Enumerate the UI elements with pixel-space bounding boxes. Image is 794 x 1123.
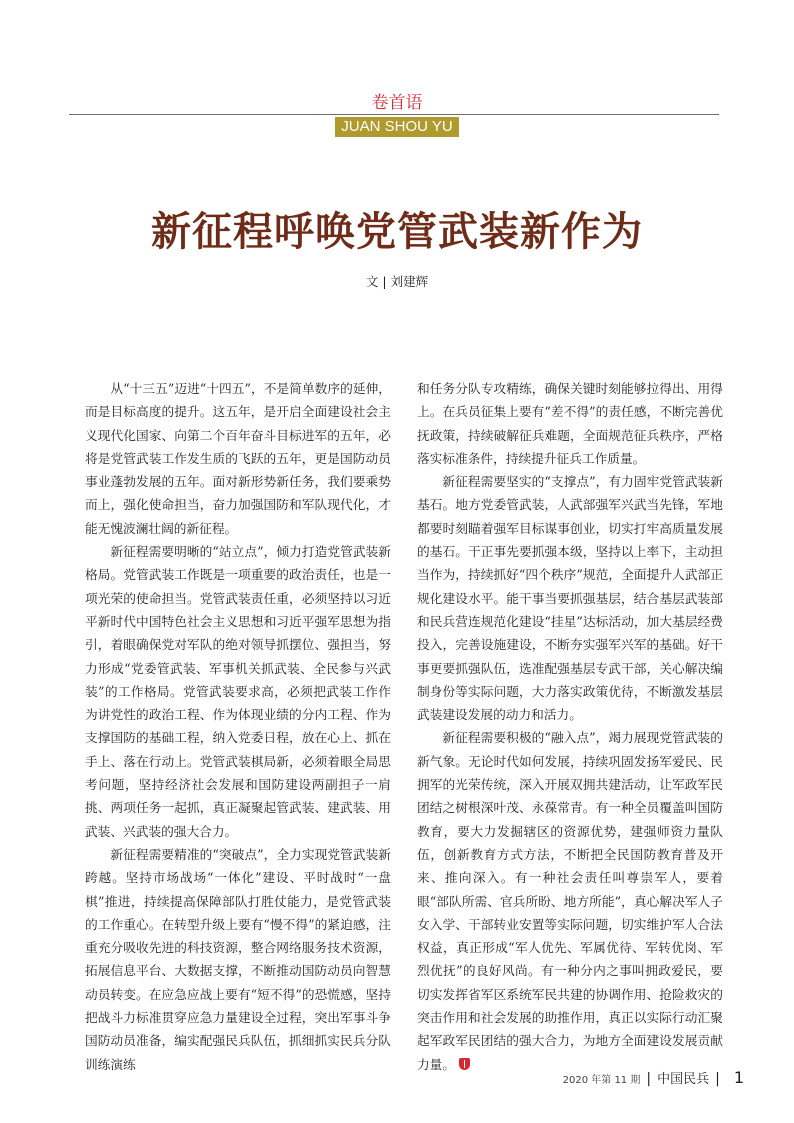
left-column [85, 377, 391, 1076]
paragraph: 新征程需要明晰的“站立点”，倾力打造党管武装新格局。党管武装工作既是一项重要的政治责任，也是一项光荣的使命担当。党管武装责任重，必须坚持以习近平新时代中国特色社会主义思想和习近平强军思想为指引，着眼确保党对军队的绝对领导抓摆位、强担当，努力形成“党委管武装、军事机关抓武装、全民参与兴武装”的工作格局。党管武装要求高，必须把武装工作作为讲党性的政治工程、作为体现业绩的分内工程、作为支撑国防的基础工程，纳入党委日程，放在心上、抓在手上、落在行动上。党管武装棋局新，必须着眼全局思考问题，坚持经济社会发展和国防建设两副担子一肩挑、两项任务一起抓，真正凝聚起管武装、建武装、用武装、兴武装的强大合力。 [85, 544, 391, 839]
footer-separator: | [715, 1071, 720, 1087]
paragraph: 从“十三五”迈进“十四五”，不是简单数序的延伸，而是目标高度的提升。这五年，是开启全面建设社会主义现代化国家、向第二个百年奋斗目标进军的五年，必将是党管武装工作发生质的飞跃的五年，更是国防动员事业蓬勃发展的五年。面对新形势新任务，我们要乘势而上，强化使命担当，奋力加强国防和军队现代化，才能无愧波澜壮阔的新征程。 [85, 381, 391, 536]
footer-separator: | [646, 1071, 652, 1087]
page-number: 1 [733, 1068, 744, 1087]
column-badge: JUAN SHOU YU [335, 117, 458, 137]
paragraph-last [417, 726, 723, 1075]
paragraph-text: 新征程需要积极的“融入点”，竭力展现党管武装的新气象。无论时代如何发展，持续巩固发扬军爱民、民拥军的光荣传统，深入开展双拥共建活动，让军政军民团结之树根深叶茂、永葆常青。有一种全员覆盖叫国防教育，要大力发掘辖区的资源优势，建强师资力量队伍，创新教育方式方法，不断把全民国防教育普及开来、推向深入。有一种社会责任叫尊崇军人，要着眼“部队所需、官兵所盼、地方所能”，真心解决军人子女入学、干部转业安置等实际问题，切实维护军人合法权益，真正形成“军人优先、军属优待、军转优岗、军烈优抚”的良好风尚。有一种分内之事叫拥政爱民，要切实发挥省军区系统军民共建的协调作用、抢险救灾的突击作用和社会发展的助推作用，真正以实际行动汇聚起军政军民团结的强大合力，为地方全面建设发展贡献力量。 [417, 730, 723, 1072]
byline: 文 | 刘建辉 [365, 274, 429, 289]
issue-label: 2020 年第 11 期 [562, 1075, 641, 1086]
page-footer [563, 1068, 744, 1087]
paragraph: 新征程需要坚实的“支撑点”，有力固牢党管武装新基石。地方党委管武装，人武部强军兴武当先锋，军地都要时刻瞄着强军目标谋事创业，切实打牢高质量发展的基石。干正事先要抓强本级，坚持以上率下，主动担当作为，持续抓好“四个秩序”规范，全面提升人武部正规化建设水平。能干事当要抓强基层，结合基层武装部和民兵营连规范化建设“挂星”达标活动，加大基层经费投入，完善设施建设，不断夯实强军兴军的基础。好干事更要抓强队伍，选准配强基层专武干部，关心解决编制身份等实际问题，大力落实政策优待，不断激发基层武装建设发展的动力和活力。 [417, 474, 723, 723]
paragraph: 新征程需要精准的“突破点”，全力实现党管武装新跨越。坚持市场战场“一体化”建设、平时战时“一盘棋”推进，持续提高保障部队打胜仗能力，是党管武装的工作重心。在转型升级上要有“慢不得”的紧迫感，注重充分吸收先进的科技资源，整合网络服务技术资源，拓展信息平台、大数据支撑，不断推动国防动员向智慧动员转变。在应急应战上要有“短不得”的恐慌感，坚持把战斗力标准贯穿应急力量建设全过程，突出军事斗争国防动员准备，编实配强民兵队伍，抓细抓实民兵分队训练演练 [85, 846, 391, 1072]
article-title: 新征程呼唤党管武装新作为 [151, 209, 643, 255]
paragraph-continued: 和任务分队专攻精练，确保关键时刻能够拉得出、用得上。在兵员征集上要有“差不得”的责任感，不断完善优抚政策，持续破解征兵难题，全面规范征兵秩序，严格落实标准条件，持续提升征兵工作质量。 [417, 381, 723, 466]
column-badge-wrap [0, 116, 794, 137]
column-label: 卷首语 [371, 93, 423, 113]
right-column [417, 377, 723, 1076]
shield-end-mark-icon [459, 1058, 470, 1070]
header-rule [69, 114, 719, 115]
magazine-name: 中国民兵 [657, 1072, 710, 1087]
